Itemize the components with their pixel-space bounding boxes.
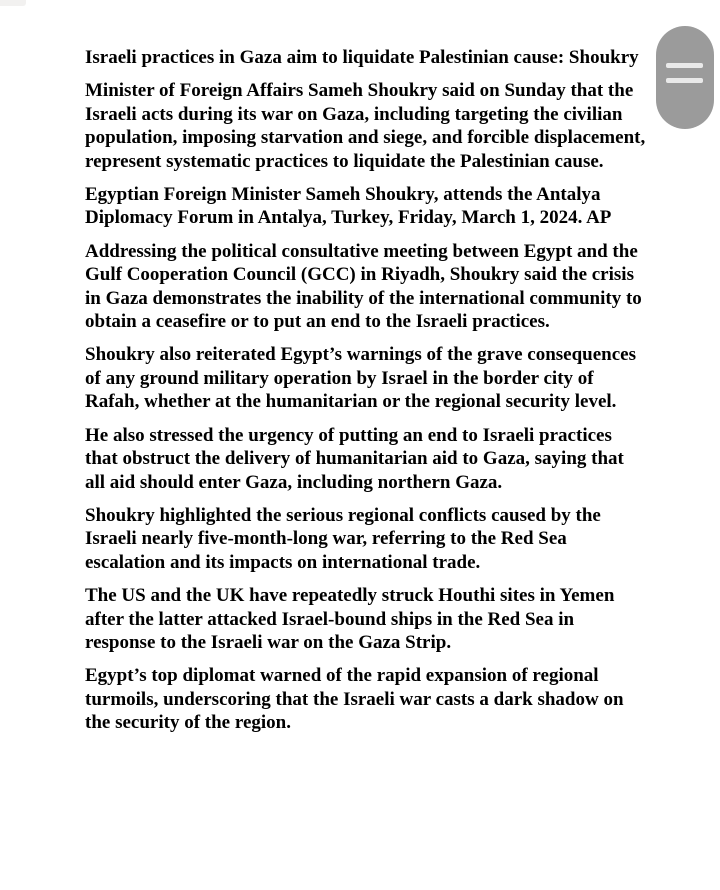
article-paragraph: Minister of Foreign Affairs Sameh Shoukry said on Sunday that the Israeli acts during its war on Gaza, including targeting the civilian population, imposing starvation and siege, and forcible displacement, represent systematic practices to liquidate the Palestinian cause. bbox=[85, 80, 646, 172]
article-paragraph: Egyptian Foreign Minister Sameh Shoukry, attends the Antalya Diplomacy Forum in Antalya, Turkey, Friday, March 1, 2024. AP bbox=[85, 184, 612, 229]
screen-edge-artifact bbox=[0, 0, 26, 6]
hamburger-menu-icon bbox=[656, 26, 714, 129]
article-paragraph: Egypt’s top diplomat warned of the rapid expansion of regional turmoils, underscoring that the Israeli war casts a dark shadow on the security of the region. bbox=[85, 665, 624, 734]
article-paragraph: The US and the UK have repeatedly struck Houthi sites in Yemen after the latter attacked Israel-bound ships in the Red Sea in response to the Israeli war on the Gaza Strip. bbox=[85, 585, 615, 653]
article-paragraph: Shoukry highlighted the serious regional conflicts caused by the Israeli nearly five-month-long war, referring to the Red Sea escalation and its impacts on international trade. bbox=[85, 504, 601, 573]
menu-line bbox=[666, 78, 703, 83]
menu-line bbox=[666, 63, 703, 68]
menu-button[interactable] bbox=[656, 26, 714, 129]
article-paragraph: He also stressed the urgency of putting an end to Israeli practices that obstruct the delivery of humanitarian aid to Gaza, saying that all aid should enter Gaza, including northern Gaza. bbox=[85, 424, 624, 493]
article-headline: Israeli practices in Gaza aim to liquidate Palestinian cause: Shoukry bbox=[85, 47, 639, 68]
article-paragraph: Shoukry also reiterated Egypt’s warnings of the grave consequences of any ground military operation by Israel in the border city of Rafah, whether at the humanitarian or the regional security level. bbox=[85, 344, 636, 413]
article-paragraph: Addressing the political consultative meeting between Egypt and the Gulf Cooperation Council (GCC) in Riyadh, Shoukry said the crisis in Gaza demonstrates the inability of the international community to obtain a ceasefire or to put an end to the Israeli practices. bbox=[85, 240, 642, 333]
article-body bbox=[85, 46, 647, 745]
